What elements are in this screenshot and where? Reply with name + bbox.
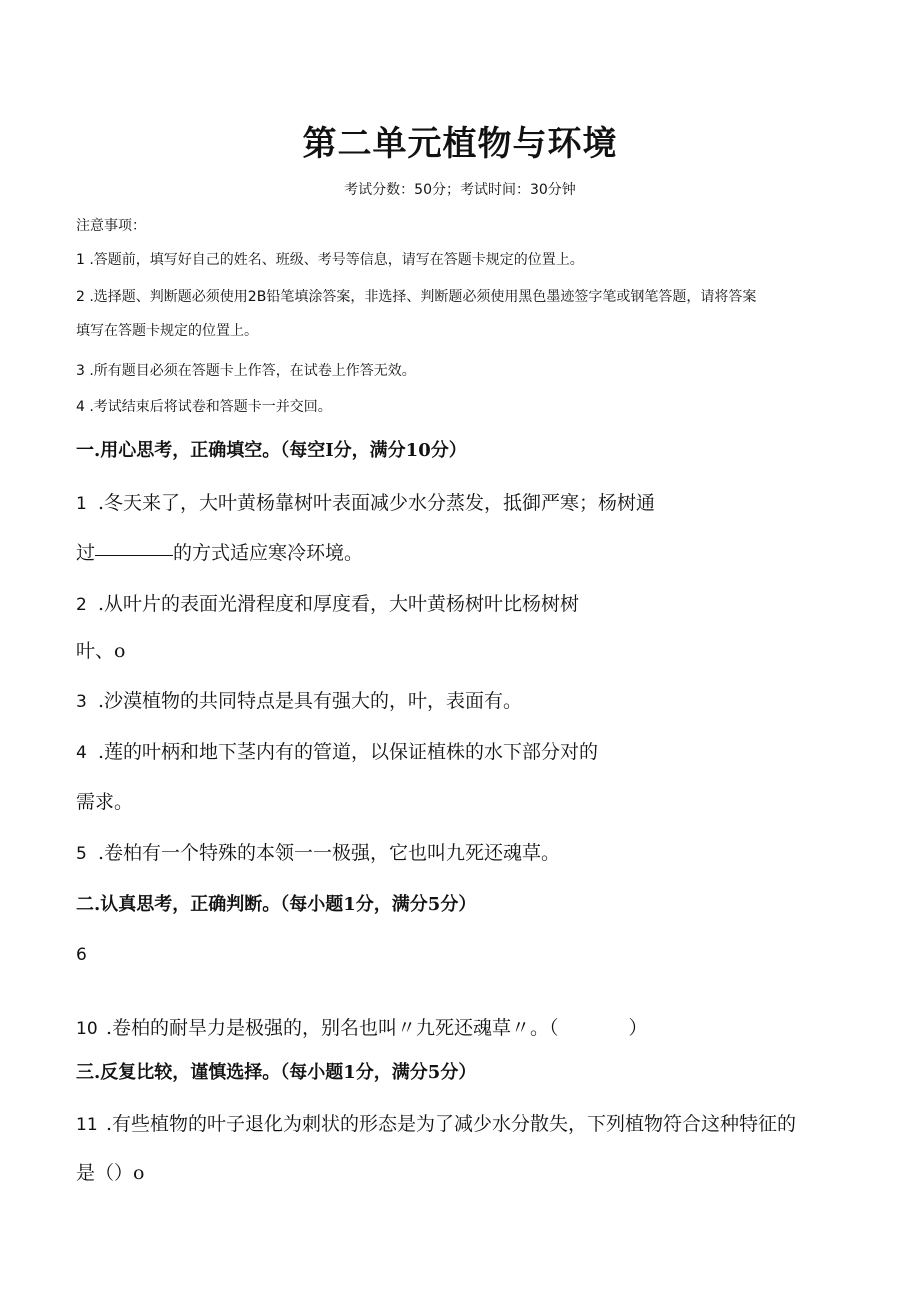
notice-item-2: 2 .选择题、判断题必须使用2B铅笔填涂答案，非选择、判断题必须使用黑色墨迹签字笔或钢笔答题，请将答案 <box>76 289 757 305</box>
question-3 <box>76 686 522 713</box>
question-number: 3 <box>76 692 87 712</box>
question-4-line-1 <box>76 737 598 764</box>
question-number: 6 <box>76 945 87 965</box>
question-4-line-2: 需求。 <box>76 791 134 813</box>
question-text: 的方式适应寒冷环境。 <box>173 542 364 564</box>
question-text: .冬天来了，大叶黄杨靠树叶表面减少水分蒸发，抵御严寒；杨树通 <box>98 492 656 514</box>
question-11-line-2: 是（）o <box>76 1162 145 1184</box>
notice-item-3: 3 .所有题目必须在答题卡上作答，在试卷上作答无效。 <box>76 363 416 379</box>
question-text: .沙漠植物的共同特点是具有强大的，叶，表面有。 <box>98 690 523 712</box>
exam-meta: 考试分数：50分；考试时间：30分钟 <box>344 182 576 198</box>
question-number: 1 <box>76 494 87 514</box>
question-text-close: ） <box>628 1017 648 1039</box>
notice-item-4: 4 .考试结束后将试卷和答题卡一并交回。 <box>76 399 332 415</box>
question-number: 5 <box>76 844 87 864</box>
question-text: .卷柏的耐旱力是极强的，别名也叫〃九死还魂草〃。（ <box>106 1017 559 1039</box>
section-2-heading: 二.认真思考，正确判断。（每小题1分，满分5分） <box>76 894 477 915</box>
question-6 <box>76 943 98 965</box>
question-11-line-1 <box>76 1109 796 1136</box>
answer-blank <box>95 554 173 556</box>
notice-item-2-cont: 填写在答题卡规定的位置上。 <box>76 323 258 339</box>
question-2-line-2: 叶、o <box>76 640 126 662</box>
question-5 <box>76 838 560 865</box>
question-text: 过 <box>76 542 96 564</box>
page-title: 第二单元植物与环境 <box>302 124 618 164</box>
question-text: .卷柏有一个特殊的本领一一极强，它也叫九死还魂草。 <box>98 842 561 864</box>
question-text: .从叶片的表面光滑程度和厚度看，大叶黄杨树叶比杨树树 <box>98 593 580 615</box>
section-1-heading: 一.用心思考，正确填空。（每空I分，满分10分） <box>76 440 467 461</box>
question-number: 11 <box>76 1115 98 1135</box>
question-number: 2 <box>76 595 87 615</box>
question-10 <box>76 1013 648 1040</box>
question-1-line-1 <box>76 488 655 515</box>
section-3-heading: 三.反复比较，谨慎选择。（每小题1分，满分5分） <box>76 1062 477 1083</box>
question-number: 4 <box>76 743 87 763</box>
question-number: 10 <box>76 1019 98 1039</box>
question-2-line-1 <box>76 589 579 616</box>
notice-item-1: 1 .答题前，填写好自己的姓名、班级、考号等信息，请写在答题卡规定的位置上。 <box>76 252 584 268</box>
question-1-line-2 <box>76 538 363 565</box>
question-text: .莲的叶柄和地下茎内有的管道，以保证植株的水下部分对的 <box>98 741 599 763</box>
question-text: .有些植物的叶子退化为刺状的形态是为了减少水分散失，下列植物符合这种特征的 <box>106 1113 797 1135</box>
notice-heading: 注意事项： <box>76 218 146 234</box>
